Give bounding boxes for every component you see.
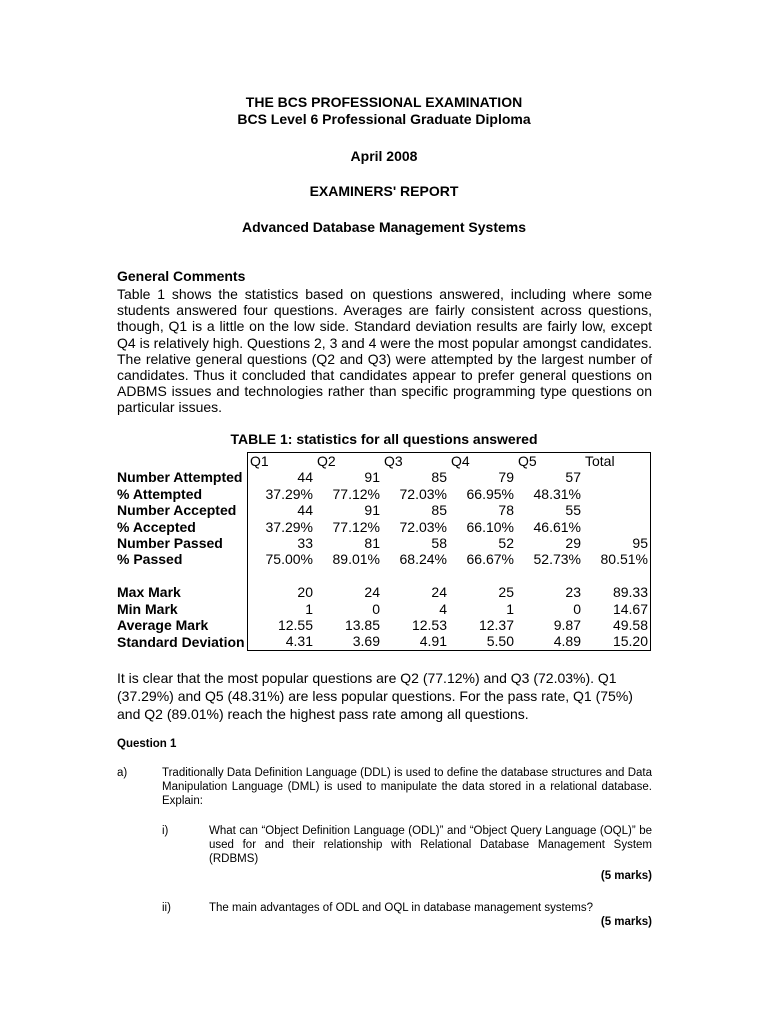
table-cell <box>248 568 316 584</box>
general-comments-heading: General Comments <box>117 268 246 284</box>
table-cell: 58 <box>431 535 447 552</box>
report-title: EXAMINERS' REPORT <box>309 183 459 199</box>
table-cell: 0 <box>372 600 380 617</box>
table-row <box>117 617 651 633</box>
table-cell <box>516 568 583 584</box>
row-label: Min Mark <box>117 600 178 617</box>
table-row <box>117 633 651 650</box>
part-i-marks: (5 marks) <box>600 870 652 882</box>
column-header: Q4 <box>449 453 516 470</box>
row-label: % Accepted <box>117 518 196 535</box>
table-cell: 85 <box>431 469 447 486</box>
table-cell: 66.67% <box>466 551 514 568</box>
table-cell: 75.00% <box>248 551 316 567</box>
table-cell: 78 <box>498 502 514 519</box>
table-cell: 15.20 <box>583 633 651 650</box>
table-cell <box>583 469 651 485</box>
table-cell: 9.87 <box>553 617 581 634</box>
table-cell: 89.01% <box>332 551 380 568</box>
table-cell: 80.51% <box>583 551 651 567</box>
table-cell: 12.37 <box>478 617 514 634</box>
table-cell: 33 <box>248 535 316 551</box>
table-cell: 5.50 <box>449 633 516 650</box>
row-label: Max Mark <box>117 584 181 601</box>
table-row <box>117 502 651 518</box>
table-cell <box>583 502 651 518</box>
table-cell: 3.69 <box>315 633 382 650</box>
table-cell: 66.95% <box>466 485 514 502</box>
table-cell: 13.85 <box>344 617 380 634</box>
table-cell: 14.67 <box>583 601 651 617</box>
table-cell: 25 <box>498 584 514 601</box>
table-cell <box>315 568 382 584</box>
table-cell: 4.31 <box>248 633 316 650</box>
part-ii-label: ii) <box>162 902 171 914</box>
table-cell: 24 <box>431 584 447 601</box>
table-cell: 95 <box>583 535 651 551</box>
table-cell: 44 <box>248 469 316 485</box>
column-header: Q5 <box>516 453 583 470</box>
table-cell: 55 <box>565 502 581 519</box>
table-row <box>117 519 651 535</box>
table-cell <box>382 568 449 584</box>
table-cell: 72.03% <box>399 485 447 502</box>
row-label: Number Accepted <box>117 502 237 519</box>
table-cell: 46.61% <box>533 518 581 535</box>
table-cell: 89.33 <box>583 584 651 600</box>
exam-title: THE BCS PROFESSIONAL EXAMINATION <box>245 94 523 110</box>
row-label: % Attempted <box>117 485 203 502</box>
table-cell: 52.73% <box>533 551 581 568</box>
table-header-row <box>117 453 651 470</box>
table-cell: 29 <box>565 535 581 552</box>
column-header: Q1 <box>248 453 316 470</box>
table-cell: 52 <box>498 535 514 552</box>
row-label: % Passed <box>117 551 183 568</box>
table-row <box>117 469 651 485</box>
table-cell: 49.58 <box>583 617 651 633</box>
part-a-text: Traditionally Data Definition Language (DDL) is used to define the database structures and Data Manipulation Language (DML) is used to manipulate the data stored in a relational database. Explain: <box>162 767 652 807</box>
subject-title: Advanced Database Management Systems <box>242 219 526 235</box>
table-cell: 68.24% <box>399 551 447 568</box>
table-cell: 24 <box>364 584 380 601</box>
table-cell: 1 <box>248 601 316 617</box>
statistics-table <box>117 452 651 651</box>
table-caption: TABLE 1: statistics for all questions answered <box>230 431 538 447</box>
table-cell <box>449 568 516 584</box>
table-cell <box>583 486 651 502</box>
table-cell: 81 <box>364 535 380 552</box>
table-cell: 48.31% <box>533 485 581 502</box>
table-cell: 66.10% <box>466 518 514 535</box>
table-row <box>117 535 651 551</box>
table-cell: 37.29% <box>248 486 316 502</box>
table-cell: 79 <box>498 469 514 486</box>
table-cell: 23 <box>565 584 581 601</box>
part-ii-text: The main advantages of ODL and OQL in database management systems? <box>209 902 593 914</box>
table-cell: 4.91 <box>382 633 449 650</box>
general-comments-text: Table 1 shows the statistics based on questions answered, including where some students answered four questions. Averages are fairly consistent across questions, though, Q1 is a little on the low side. Standard deviation results are fairly low, except Q4 is relatively high. Questions 2, 3 and 4 were the most popular amongst candidates. The relative general questions (Q2 and Q3) were attempted by the largest number of candidates. Thus it concluded that candidates appear to prefer general questions on ADBMS issues and technologies rather than specific programming type questions on particular issues. <box>117 286 652 416</box>
part-ii-marks: (5 marks) <box>600 916 652 928</box>
row-label: Average Mark <box>117 617 209 634</box>
part-a-label: a) <box>117 767 128 779</box>
table-row <box>117 568 651 584</box>
table-cell <box>583 519 651 535</box>
table-cell: 77.12% <box>332 518 380 535</box>
table-cell: 0 <box>573 600 581 617</box>
table-cell: 4.89 <box>516 633 583 650</box>
table-cell: 1 <box>506 600 514 617</box>
table-cell: 20 <box>248 584 316 600</box>
summary-text: It is clear that the most popular questions are Q2 (77.12%) and Q3 (72.03%). Q1 (37.29%) and Q5 (48.31%) are less popular questions. For the pass rate, Q1 (75%) and Q2 (89.01%) reach the highest pass rate among all questions. <box>117 670 633 722</box>
table-cell: 72.03% <box>399 518 447 535</box>
table-cell: 4 <box>439 600 447 617</box>
header-corner-cell <box>117 453 248 470</box>
table-row <box>117 551 651 567</box>
table-cell: 85 <box>431 502 447 519</box>
part-i-label: i) <box>162 825 169 837</box>
table-cell: 37.29% <box>248 519 316 535</box>
row-label <box>117 568 248 584</box>
question-1-heading: Question 1 <box>117 738 177 750</box>
part-i-text: What can “Object Definition Language (ODL)” and “Object Query Language (OQL)” be used for and their relationship with Relational Database Management System (RDBMS) <box>209 825 652 865</box>
table-row <box>117 486 651 502</box>
row-label: Number Attempted <box>117 469 243 486</box>
table-cell: 57 <box>565 469 581 486</box>
table-cell: 91 <box>364 502 380 519</box>
table-cell <box>583 568 651 584</box>
table-cell: 44 <box>248 502 316 518</box>
column-header: Q3 <box>382 453 449 470</box>
row-label: Number Passed <box>117 535 223 552</box>
table-row <box>117 584 651 600</box>
table-cell: 12.55 <box>248 617 316 633</box>
table-cell: 91 <box>364 469 380 486</box>
table-cell: 77.12% <box>332 485 380 502</box>
exam-level: BCS Level 6 Professional Graduate Diploma <box>237 111 531 127</box>
row-label: Standard Deviation <box>117 633 245 650</box>
exam-date: April 2008 <box>350 148 418 164</box>
table-row <box>117 601 651 617</box>
table-cell: 12.53 <box>411 617 447 634</box>
column-header: Q2 <box>315 453 382 470</box>
column-header: Total <box>583 453 651 470</box>
